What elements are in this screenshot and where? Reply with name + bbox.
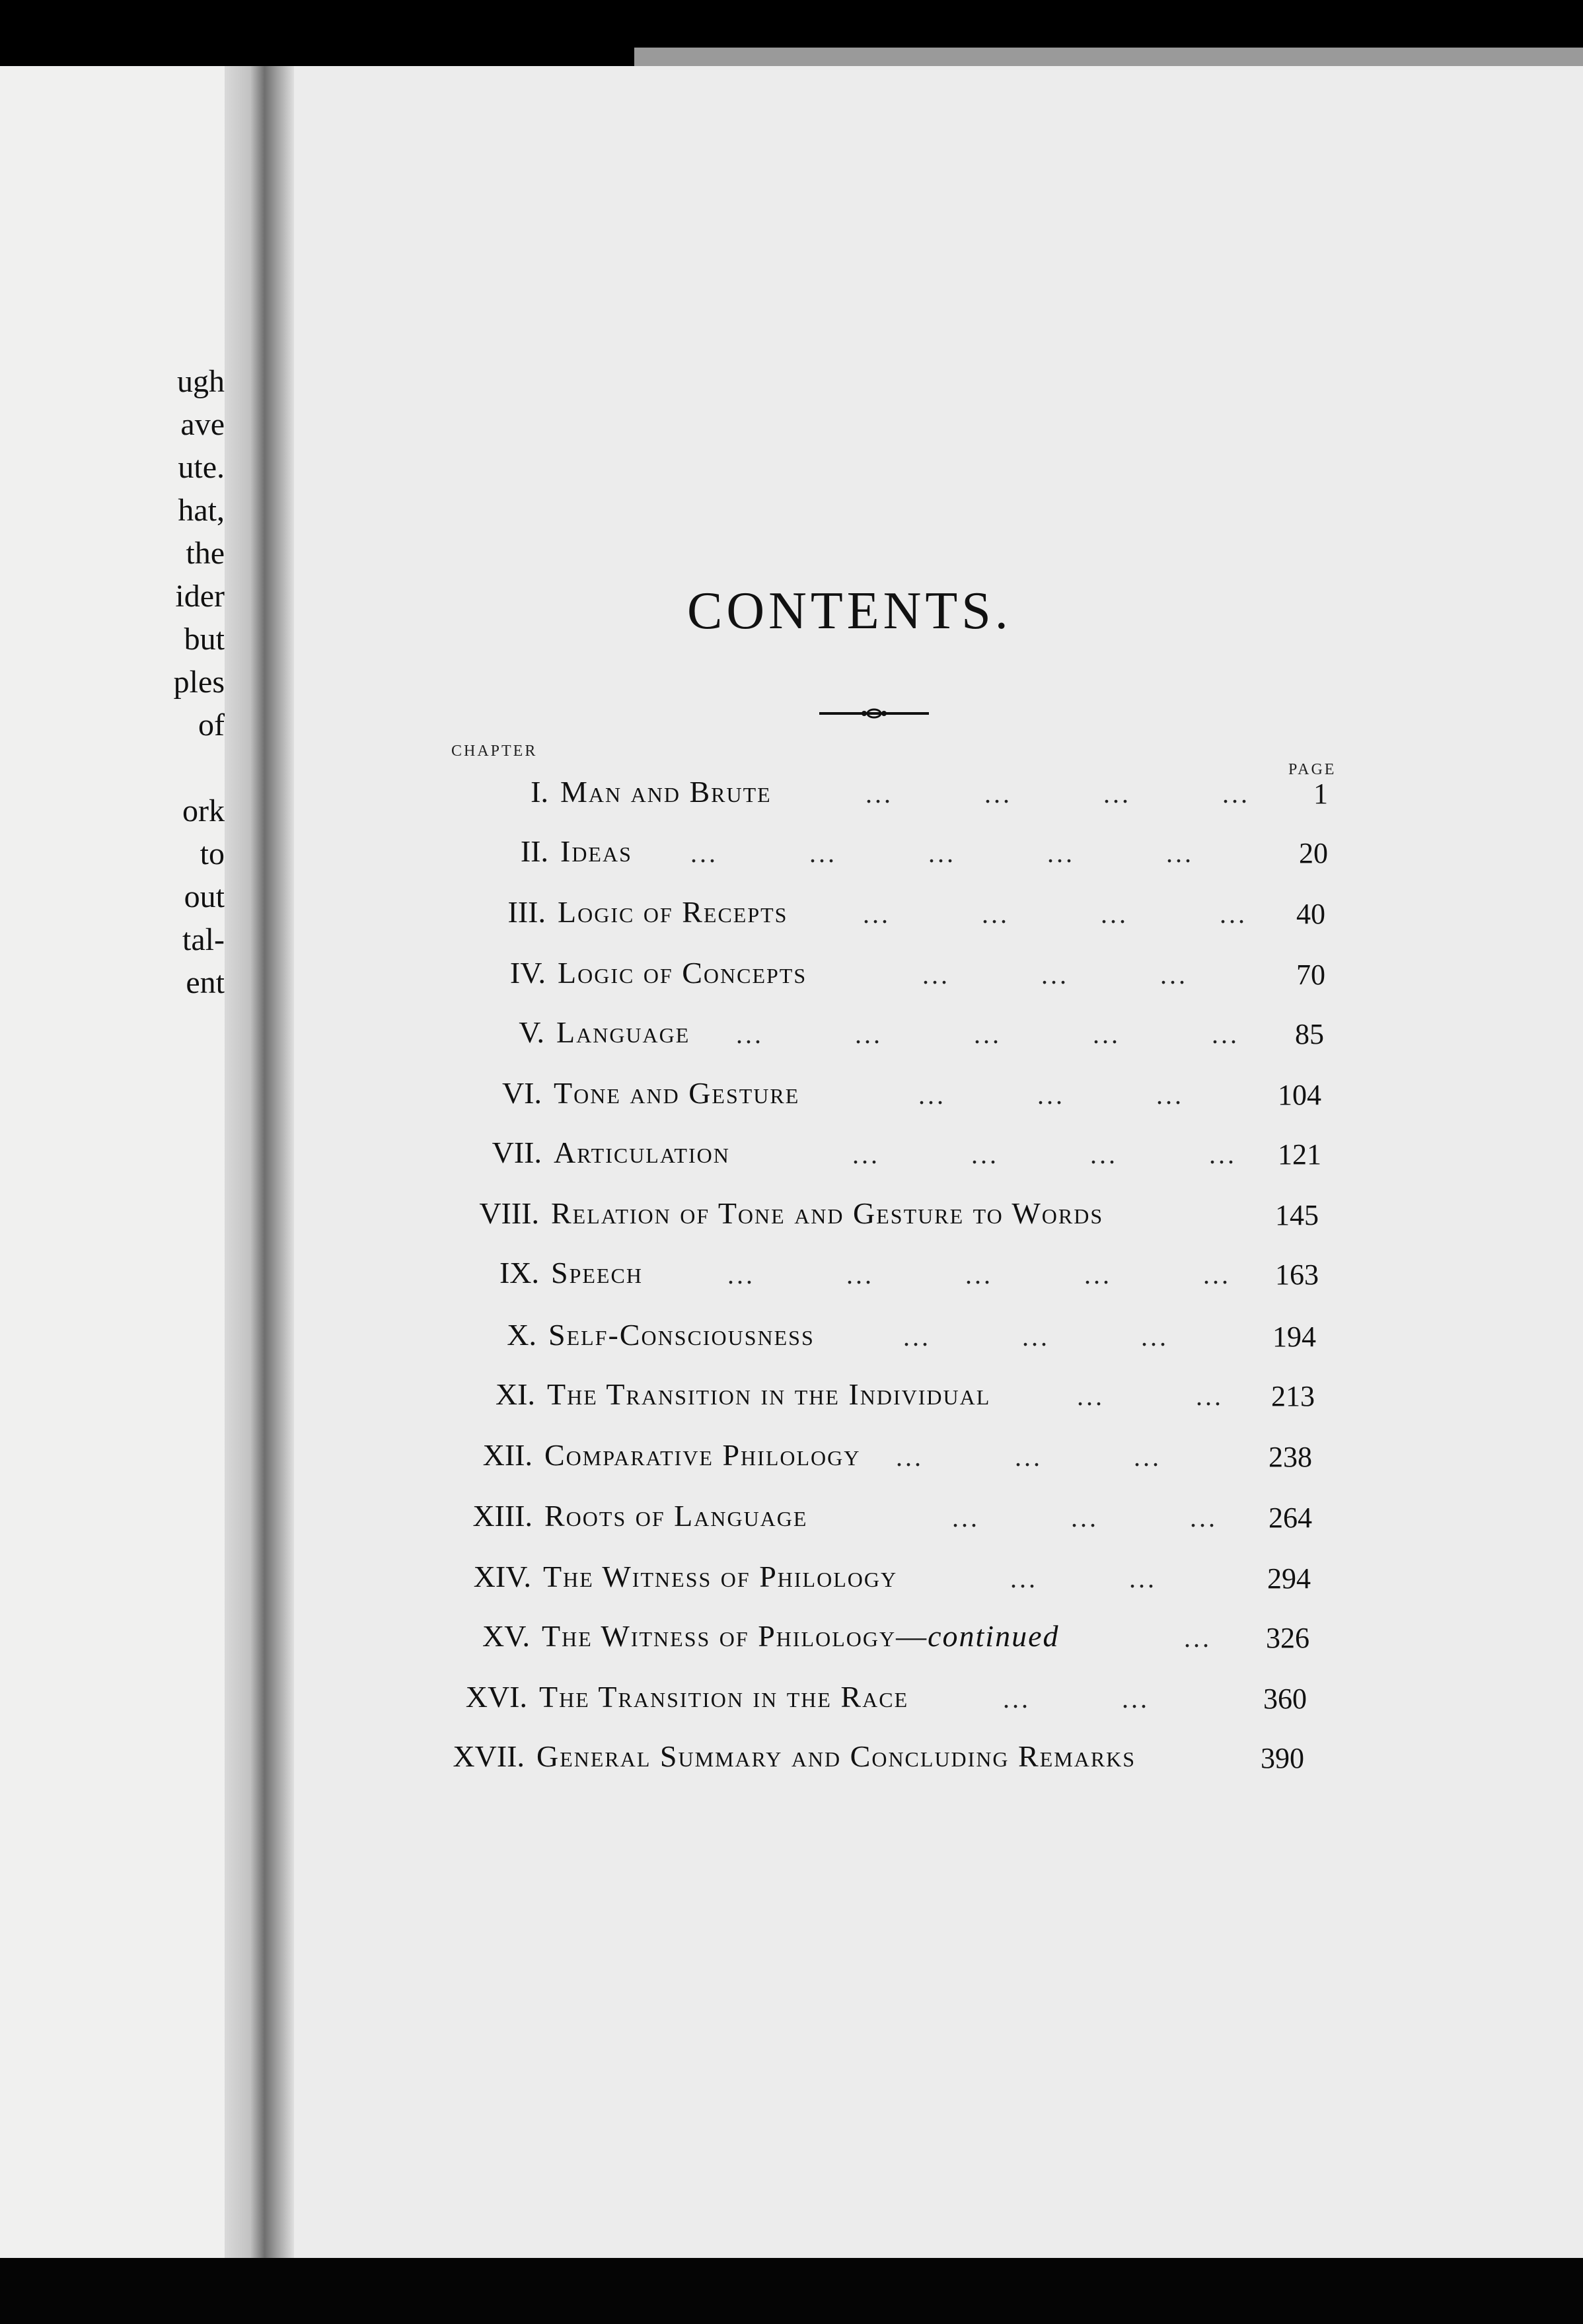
chapter-title-text: Ideas xyxy=(560,834,632,868)
chapter-number: II. xyxy=(520,834,548,868)
chapter-number: XIV. xyxy=(473,1560,531,1593)
page-number: 294 xyxy=(1267,1562,1311,1595)
leader-dots: ... xyxy=(1047,838,1075,868)
page-number: 70 xyxy=(1296,959,1325,991)
leader-dots: ... xyxy=(952,1503,980,1533)
leader-dots: ... xyxy=(1156,1080,1184,1110)
toc-entry xyxy=(383,1377,1328,1430)
chapter-number: IV. xyxy=(509,956,546,990)
chapter-title xyxy=(542,1618,1060,1653)
left-page-text-fragment: ave xyxy=(180,407,225,442)
leader-dots: ... xyxy=(896,1442,924,1472)
leader-dots: ... xyxy=(1093,1019,1121,1049)
leader-dots: ... xyxy=(928,838,956,868)
leader-dots: ... xyxy=(1129,1564,1157,1593)
leader-dots: ... xyxy=(1071,1503,1099,1533)
leader-dots: ... xyxy=(922,960,950,990)
left-page-text-fragment: ples xyxy=(173,665,225,700)
leader-dots: ... xyxy=(1077,1381,1105,1411)
chapter-title xyxy=(536,1739,1136,1774)
leader-dots: ... xyxy=(1122,1684,1150,1714)
chapter-title-text: General Summary and Concluding Remarks xyxy=(536,1739,1136,1773)
chapter-title xyxy=(560,834,632,869)
left-page-text-fragment: ork xyxy=(182,793,225,828)
leader-dots: ... xyxy=(971,1140,999,1169)
toc-entry xyxy=(387,1196,1332,1249)
left-page-text-fragment: tal- xyxy=(182,922,225,957)
page-number: 326 xyxy=(1266,1622,1309,1654)
leader-dots: ... xyxy=(1190,1503,1218,1533)
left-page-text-fragment: ute. xyxy=(178,450,225,485)
chapter-title-text: Language xyxy=(556,1015,690,1049)
left-page-text-fragment: hat, xyxy=(178,493,225,528)
leader-dots: ... xyxy=(1103,779,1131,809)
leader-dots: ... xyxy=(965,1260,993,1289)
left-page-text-fragment: out xyxy=(184,879,225,914)
chapter-title-text: The Transition in the Race xyxy=(539,1680,909,1714)
chapter-title xyxy=(554,1135,730,1170)
leader-dots: ... xyxy=(982,899,1010,929)
page-number: 360 xyxy=(1263,1683,1307,1715)
chapter-title-text: Self-Consciousness xyxy=(548,1318,815,1352)
page-number: 194 xyxy=(1272,1321,1316,1353)
leader-dots: ... xyxy=(974,1019,1002,1049)
chapter-title-text: Man and Brute xyxy=(560,775,772,809)
toc-entry xyxy=(381,1498,1325,1551)
chapter-title xyxy=(558,894,788,929)
toc-entry xyxy=(394,894,1339,947)
toc-entry xyxy=(375,1679,1320,1732)
toc-entry xyxy=(390,1135,1335,1188)
leader-dots: ... xyxy=(863,899,891,929)
leader-dots: ... xyxy=(1101,899,1128,929)
chapter-title xyxy=(543,1559,897,1594)
leader-dots: ... xyxy=(736,1019,764,1049)
leader-dots: ... xyxy=(1160,960,1188,990)
leader-dots: ... xyxy=(1037,1080,1065,1110)
leader-dots: ... xyxy=(1010,1564,1038,1593)
chapter-number: VI. xyxy=(501,1076,542,1110)
chapter-title-text: Tone and Gesture xyxy=(554,1076,800,1110)
chapter-title-text: Relation of Tone and Gesture to Words xyxy=(551,1196,1104,1230)
leader-dots: ... xyxy=(984,779,1012,809)
page-column-label: PAGE xyxy=(1288,761,1337,778)
chapter-title-text: Logic of Concepts xyxy=(558,956,807,990)
page-number: 264 xyxy=(1269,1502,1312,1534)
title-dash: — xyxy=(896,1619,928,1653)
chapter-title-text: Speech xyxy=(551,1256,643,1289)
leader-dots: ... xyxy=(1203,1260,1231,1289)
page-number: 1 xyxy=(1313,778,1328,810)
toc-entry xyxy=(390,1075,1335,1128)
leader-dots: ... xyxy=(1084,1260,1112,1289)
chapter-title-text: The Witness of Philology xyxy=(542,1619,897,1653)
toc-entry xyxy=(396,834,1341,887)
chapter-title xyxy=(556,1015,690,1050)
toc-entry xyxy=(373,1739,1317,1792)
page-number: 390 xyxy=(1261,1742,1304,1774)
chapter-title-suffix: continued xyxy=(928,1619,1060,1653)
page-number: 163 xyxy=(1275,1258,1319,1291)
chapter-number: XIII. xyxy=(472,1499,533,1533)
leader-dots: ... xyxy=(1134,1442,1161,1472)
chapter-title xyxy=(554,1075,799,1110)
leader-dots: ... xyxy=(903,1322,931,1352)
chapter-number: III. xyxy=(507,895,546,929)
page-title: CONTENTS. xyxy=(687,582,1012,640)
toc-entry xyxy=(392,1015,1337,1068)
left-page-text-fragment: ider xyxy=(175,579,225,614)
chapter-title-text: Articulation xyxy=(554,1136,730,1169)
toc-entry xyxy=(378,1618,1323,1671)
left-page-text-fragment: to xyxy=(200,836,225,871)
chapter-number: XVI. xyxy=(465,1680,527,1714)
chapter-title xyxy=(560,774,772,809)
left-page-text-fragment: but xyxy=(184,622,225,657)
leader-dots: ... xyxy=(1015,1442,1043,1472)
chapter-title xyxy=(558,955,807,990)
book-gutter xyxy=(225,66,297,2258)
leader-dots: ... xyxy=(846,1260,874,1289)
chapter-number: XV. xyxy=(482,1619,530,1653)
left-page xyxy=(0,66,225,2258)
toc-entry xyxy=(379,1559,1324,1612)
page-number: 40 xyxy=(1296,898,1325,930)
chapter-number: XVII. xyxy=(453,1739,525,1773)
left-page-text-fragment: ugh xyxy=(177,364,225,399)
chapter-number: VIII. xyxy=(479,1196,539,1230)
chapter-title-text: Roots of Language xyxy=(544,1499,808,1533)
chapter-title-text: The Witness of Philology xyxy=(543,1560,898,1593)
page-number: 145 xyxy=(1275,1199,1319,1231)
page-number: 238 xyxy=(1269,1441,1312,1473)
leader-dots: ... xyxy=(1212,1019,1239,1049)
chapter-number: IX. xyxy=(499,1256,539,1289)
chapter-title xyxy=(551,1196,1103,1231)
leader-dots: ... xyxy=(855,1019,883,1049)
toc-entry xyxy=(385,1317,1329,1370)
leader-dots: ... xyxy=(1090,1140,1118,1169)
leader-dots: ... xyxy=(809,838,837,868)
page-number: 213 xyxy=(1271,1380,1315,1412)
chapter-title-text: Logic of Recepts xyxy=(558,895,788,929)
left-page-text-fragment: the xyxy=(186,536,225,571)
page-number: 121 xyxy=(1278,1138,1321,1171)
leader-dots: ... xyxy=(852,1140,880,1169)
toc-entry xyxy=(381,1437,1325,1490)
chapter-number: X. xyxy=(507,1318,536,1352)
chapter-number: XI. xyxy=(495,1377,535,1411)
leader-dots: ... xyxy=(690,838,718,868)
toc-entry xyxy=(394,955,1339,1008)
leader-dots: ... xyxy=(1196,1381,1224,1411)
leader-dots: ... xyxy=(1003,1684,1031,1714)
leader-dots: ... xyxy=(1209,1140,1237,1169)
ornament-divider-icon xyxy=(818,702,930,725)
leader-dots: ... xyxy=(918,1080,946,1110)
chapter-title xyxy=(539,1679,908,1714)
left-page-text-fragment: ent xyxy=(186,965,225,1000)
chapter-title xyxy=(548,1317,815,1352)
scan-bottom-edge xyxy=(0,2258,1583,2324)
chapter-title xyxy=(547,1377,990,1412)
leader-dots: ... xyxy=(1022,1322,1050,1352)
toc-entry xyxy=(396,774,1341,827)
toc-entry xyxy=(387,1255,1332,1308)
leader-dots: ... xyxy=(1141,1322,1169,1352)
chapter-number: V. xyxy=(519,1015,544,1049)
left-page-text-fragment: of xyxy=(198,708,225,743)
chapter-title xyxy=(544,1437,860,1472)
chapter-title-text: The Transition in the Individual xyxy=(547,1377,991,1411)
leader-dots: ... xyxy=(1041,960,1069,990)
chapter-title xyxy=(544,1498,807,1533)
leader-dots: ... xyxy=(1220,899,1247,929)
leader-dots: ... xyxy=(1222,779,1250,809)
chapter-column-label: CHAPTER xyxy=(451,743,538,760)
chapter-number: I. xyxy=(531,775,548,809)
page-number: 104 xyxy=(1278,1079,1321,1111)
chapter-number: XII. xyxy=(482,1438,533,1472)
leader-dots: ... xyxy=(1166,838,1194,868)
leader-dots: ... xyxy=(727,1260,755,1289)
chapter-title-text: Comparative Philology xyxy=(544,1438,861,1472)
page-number: 85 xyxy=(1295,1018,1324,1050)
page-number: 20 xyxy=(1299,837,1328,869)
chapter-title xyxy=(551,1255,643,1290)
chapter-number: VII. xyxy=(492,1136,542,1169)
leader-dots: ... xyxy=(865,779,893,809)
leader-dots: ... xyxy=(1184,1623,1212,1653)
